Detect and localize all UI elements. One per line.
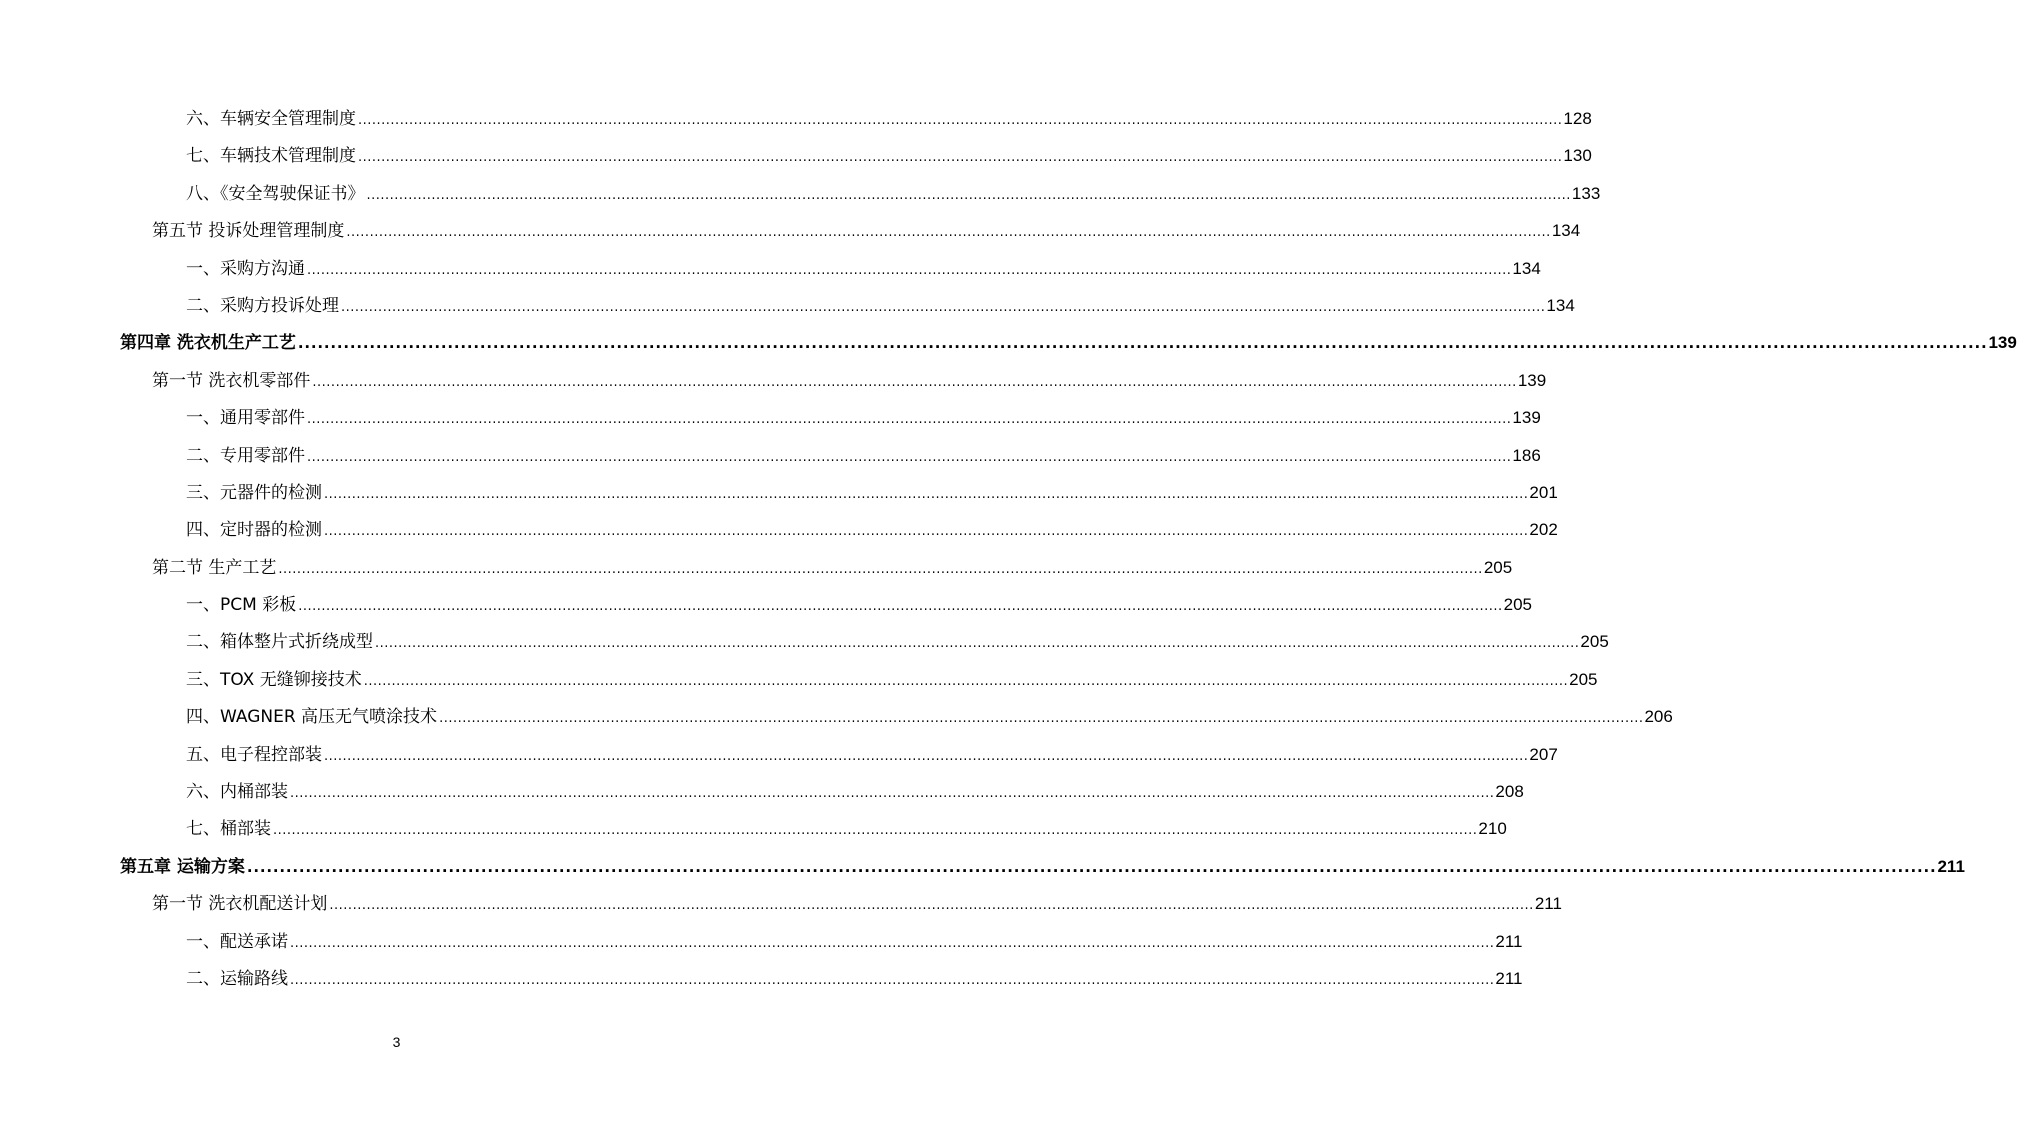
toc-page-number: 134 xyxy=(1551,221,1581,241)
dot-leader: .................................................................................................................................................................................................................................................................... xyxy=(329,898,1534,914)
toc-item[interactable] xyxy=(0,437,1541,474)
toc-row xyxy=(152,885,1562,924)
dot-leader: .................................................................................................................................................................................................................................................................... xyxy=(346,225,1551,241)
toc-row xyxy=(186,923,1523,962)
dot-leader: .................................................................................................................................................................................................................................................................... xyxy=(290,786,1495,802)
toc-label: 三、元器件的检测 xyxy=(186,482,322,503)
toc-page-number: 205 xyxy=(1503,595,1532,615)
toc-label: 一、采购方沟通 xyxy=(186,258,305,279)
toc-item[interactable] xyxy=(0,586,1532,623)
dot-leader: .................................................................................................................................................................................................................................................................... xyxy=(298,599,1503,615)
toc-section[interactable] xyxy=(0,362,1547,399)
toc-row xyxy=(152,362,1547,401)
toc-item[interactable] xyxy=(0,399,1541,436)
dot-leader: .................................................................................................................................................................................................................................................................... xyxy=(290,935,1495,951)
toc-section[interactable] xyxy=(0,212,1581,249)
toc-item[interactable] xyxy=(0,698,1673,735)
toc-row xyxy=(120,324,2017,362)
toc-chapter[interactable] xyxy=(0,324,2017,361)
toc-row xyxy=(186,250,1541,289)
toc-label: 四、定时器的检测 xyxy=(186,520,322,541)
toc-row xyxy=(186,511,1558,550)
toc-label: 一、配送承诺 xyxy=(186,931,288,952)
toc-row xyxy=(186,287,1575,326)
toc-page-number: 206 xyxy=(1644,707,1673,727)
toc-label: 一、通用零部件 xyxy=(186,408,305,429)
toc-page-number: 133 xyxy=(1571,183,1601,203)
toc-label: 四、WAGNER 高压无气喷涂技术 xyxy=(186,707,438,728)
toc-item[interactable] xyxy=(0,773,1524,810)
toc-page-number: 205 xyxy=(1483,557,1513,577)
dot-leader: .................................................................................................................................................................................................................................................................... xyxy=(297,334,1988,353)
toc-label: 第一节 洗衣机零部件 xyxy=(152,370,311,391)
dot-leader: .................................................................................................................................................................................................................................................................... xyxy=(324,524,1529,540)
dot-leader: .................................................................................................................................................................................................................................................................... xyxy=(307,262,1512,278)
dot-leader: .................................................................................................................................................................................................................................................................... xyxy=(363,673,1569,689)
toc-label: 五、电子程控部装 xyxy=(186,744,322,765)
toc-row xyxy=(186,810,1507,849)
toc-item[interactable] xyxy=(0,175,1601,212)
toc-page-number: 130 xyxy=(1563,146,1592,166)
toc-section[interactable] xyxy=(0,549,1513,586)
toc-row xyxy=(186,100,1592,139)
toc-label: 第四章 洗衣机生产工艺 xyxy=(120,333,296,354)
dot-leader: .................................................................................................................................................................................................................................................................... xyxy=(366,187,1571,203)
dot-leader: .................................................................................................................................................................................................................................................................... xyxy=(375,636,1580,652)
toc-page-number: 134 xyxy=(1512,258,1541,278)
toc-label: 六、车辆安全管理制度 xyxy=(186,109,356,129)
toc-label: 第五节 投诉处理管理制度 xyxy=(152,221,345,242)
toc-page-number: 210 xyxy=(1478,819,1507,839)
dot-leader: .................................................................................................................................................................................................................................................................... xyxy=(324,748,1529,764)
toc-item[interactable] xyxy=(0,511,1558,548)
dot-leader: .................................................................................................................................................................................................................................................................... xyxy=(312,374,1517,390)
toc-label: 三、TOX 无缝铆接技术 xyxy=(186,669,362,690)
toc-label: 二、采购方投诉处理 xyxy=(186,295,339,316)
dot-leader: .................................................................................................................................................................................................................................................................... xyxy=(324,486,1529,502)
toc-row xyxy=(186,437,1541,476)
toc-item[interactable] xyxy=(0,623,1609,660)
toc-label: 第一节 洗衣机配送计划 xyxy=(152,894,328,915)
dot-leader: .................................................................................................................................................................................................................................................................... xyxy=(341,299,1546,315)
dot-leader: .................................................................................................................................................................................................................................................................... xyxy=(278,561,1483,577)
toc-row xyxy=(186,623,1609,662)
toc-page-number: 211 xyxy=(1534,894,1562,914)
toc-page-number: 208 xyxy=(1495,782,1524,802)
dot-leader: .................................................................................................................................................................................................................................................................... xyxy=(307,412,1512,428)
toc-item[interactable] xyxy=(0,250,1541,287)
toc-label: 二、箱体整片式折绕成型 xyxy=(186,632,373,653)
dot-leader: .................................................................................................................................................................................................................................................................... xyxy=(290,972,1495,988)
dot-leader: .................................................................................................................................................................................................................................................................... xyxy=(307,449,1512,465)
toc-label: 第五章 运输方案 xyxy=(120,856,245,877)
toc-page-number: 202 xyxy=(1529,520,1558,540)
toc-row xyxy=(186,399,1541,438)
toc-page-number: 201 xyxy=(1529,482,1558,502)
toc-item[interactable] xyxy=(0,287,1575,324)
toc-row xyxy=(186,137,1592,176)
toc-page-number: 139 xyxy=(1517,370,1547,390)
toc-row xyxy=(186,736,1558,775)
toc-page-number: 211 xyxy=(1495,931,1523,951)
toc-label: 六、内桶部装 xyxy=(186,782,288,803)
dot-leader: .................................................................................................................................................................................................................................................................... xyxy=(358,113,1563,128)
toc-item[interactable] xyxy=(0,137,1592,174)
toc-label: 第二节 生产工艺 xyxy=(152,557,277,578)
toc-row xyxy=(186,960,1523,999)
toc-page-number: 139 xyxy=(1988,333,2017,353)
toc-page-number: 186 xyxy=(1512,445,1541,465)
toc-item[interactable] xyxy=(0,810,1507,847)
toc-item[interactable] xyxy=(0,923,1523,960)
toc-label: 七、桶部装 xyxy=(186,819,271,840)
toc-label: 二、专用零部件 xyxy=(186,445,305,466)
toc-page-number: 211 xyxy=(1937,856,1965,876)
dot-leader: .................................................................................................................................................................................................................................................................... xyxy=(273,823,1478,839)
toc-item[interactable] xyxy=(0,100,1592,137)
toc-page-number: 134 xyxy=(1546,295,1575,315)
toc-label: 二、运输路线 xyxy=(186,968,288,989)
toc-label: 七、车辆技术管理制度 xyxy=(186,146,356,167)
toc-item[interactable] xyxy=(0,661,1598,698)
toc-page-number: 139 xyxy=(1512,408,1541,428)
toc-label: 八、《安全驾驶保证书》 xyxy=(186,183,365,204)
toc-row xyxy=(186,698,1673,737)
toc-row xyxy=(152,549,1513,588)
dot-leader: .................................................................................................................................................................................................................................................................... xyxy=(439,711,1644,727)
toc-page-number: 207 xyxy=(1529,744,1558,764)
toc-label: 一、PCM 彩板 xyxy=(186,595,297,616)
toc-row xyxy=(120,848,1965,886)
toc-chapter[interactable] xyxy=(0,848,1965,885)
page-number: 3 xyxy=(392,1034,401,1050)
toc-row xyxy=(186,586,1532,625)
toc-page-number: 128 xyxy=(1563,109,1592,128)
table-of-contents xyxy=(0,100,2017,997)
toc-item[interactable] xyxy=(0,736,1558,773)
toc-row xyxy=(186,175,1601,214)
toc-item[interactable] xyxy=(0,474,1558,511)
toc-section[interactable] xyxy=(0,885,1562,922)
toc-row xyxy=(186,661,1598,700)
dot-leader: .................................................................................................................................................................................................................................................................... xyxy=(358,150,1563,166)
toc-page-number: 205 xyxy=(1580,632,1609,652)
dot-leader: .................................................................................................................................................................................................................................................................... xyxy=(246,857,1937,876)
toc-page-number: 211 xyxy=(1495,968,1523,988)
toc-row xyxy=(186,773,1524,812)
toc-row xyxy=(186,474,1558,513)
toc-item[interactable] xyxy=(0,960,1523,997)
toc-row xyxy=(152,212,1581,251)
toc-page-number: 205 xyxy=(1569,669,1598,689)
